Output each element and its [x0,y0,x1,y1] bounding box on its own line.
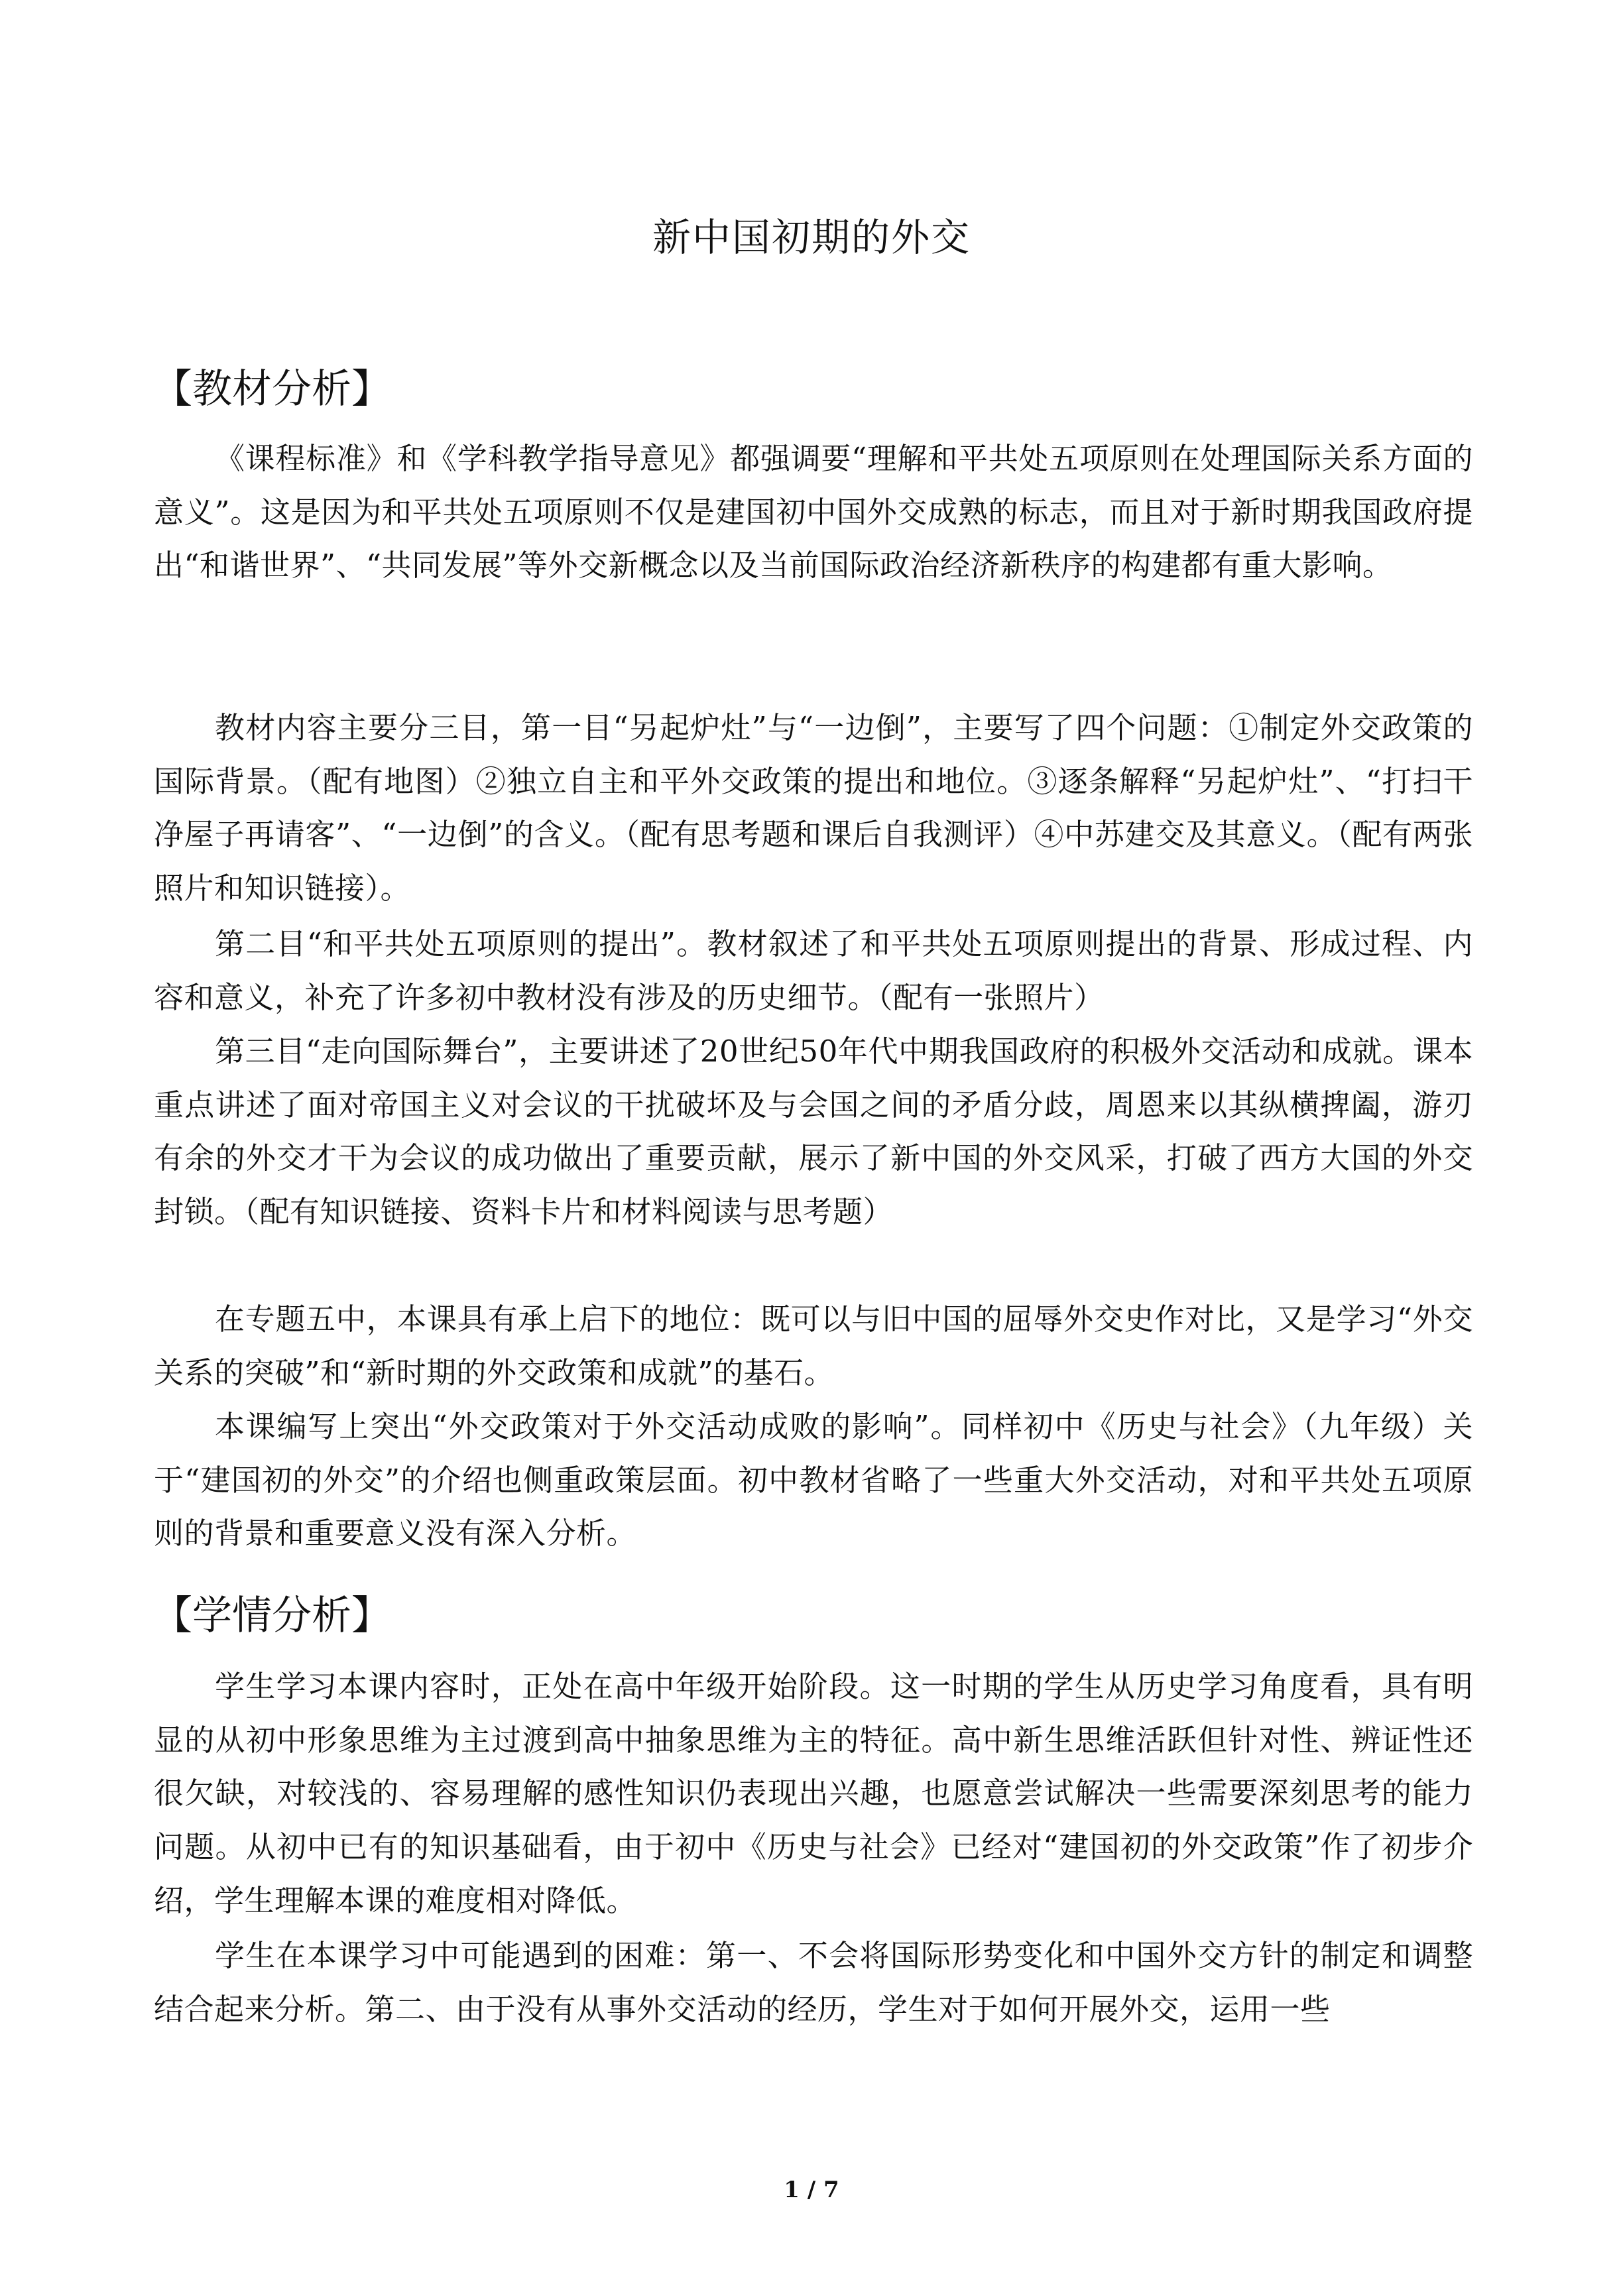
section-heading-learner-analysis: 【学情分析】 [152,1593,391,1639]
paragraph: 本课编写上突出“外交政策对于外交活动成败的影响”。同样初中《历史与社会》（九年级）关于“建国初的外交”的介绍也侧重政策层面。初中教材省略了一些重大外交活动，对和平共处五项原则的背景和重要意义没有深入分析。 [154,1409,1473,1551]
document-title: 新中国初期的外交 [652,215,971,260]
section-heading-textbook-analysis: 【教材分析】 [152,366,391,412]
paragraph: 学生在本课学习中可能遇到的困难：第一、不会将国际形势变化和中国外交方针的制定和调整结合起来分析。第二、由于没有从事外交活动的经历，学生对于如何开展外交，运用一些 [154,1938,1473,2027]
paragraph: 第三目“走向国际舞台”，主要讲述了20世纪50年代中期我国政府的积极外交活动和成就。课本重点讲述了面对帝国主义对会议的干扰破坏及与会国之间的矛盾分歧，周恩来以其纵横捭阖，游刃有余的外交才干为会议的成功做出了重要贡献，展示了新中国的外交风采，打破了西方大国的外交封锁。（配有知识链接、资料卡片和材料阅读与思考题） [154,1034,1473,1230]
page-number: 1 / 7 [784,2177,839,2203]
paragraph: 教材内容主要分三目，第一目“另起炉灶”与“一边倒”，主要写了四个问题：①制定外交政策的国际背景。（配有地图）②独立自主和平外交政策的提出和地位。③逐条解释“另起炉灶”、“打扫干净屋子再请客”、“一边倒”的含义。（配有思考题和课后自我测评）④中苏建交及其意义。（配有两张照片和知识链接）。 [154,710,1473,906]
paragraph: 在专题五中，本课具有承上启下的地位：既可以与旧中国的屈辱外交史作对比，又是学习“外交关系的突破”和“新时期的外交政策和成就”的基石。 [154,1301,1473,1390]
paragraph: 学生学习本课内容时，正处在高中年级开始阶段。这一时期的学生从历史学习角度看，具有明显的从初中形象思维为主过渡到高中抽象思维为主的特征。高中新生思维活跃但针对性、辨证性还很欠缺，对较浅的、容易理解的感性知识仍表现出兴趣，也愿意尝试解决一些需要深刻思考的能力问题。从初中已有的知识基础看，由于初中《历史与社会》已经对“建国初的外交政策”作了初步介绍，学生理解本课的难度相对降低。 [154,1669,1473,1918]
paragraph: 《课程标准》和《学科教学指导意见》都强调要“理解和平共处五项原则在处理国际关系方面的意义”。这是因为和平共处五项原则不仅是建国初中国外交成熟的标志，而且对于新时期我国政府提出“和谐世界”、“共同发展”等外交新概念以及当前国际政治经济新秩序的构建都有重大影响。 [154,441,1473,583]
paragraph: 第二目“和平共处五项原则的提出”。教材叙述了和平共处五项原则提出的背景、形成过程、内容和意义，补充了许多初中教材没有涉及的历史细节。（配有一张照片） [154,926,1473,1015]
